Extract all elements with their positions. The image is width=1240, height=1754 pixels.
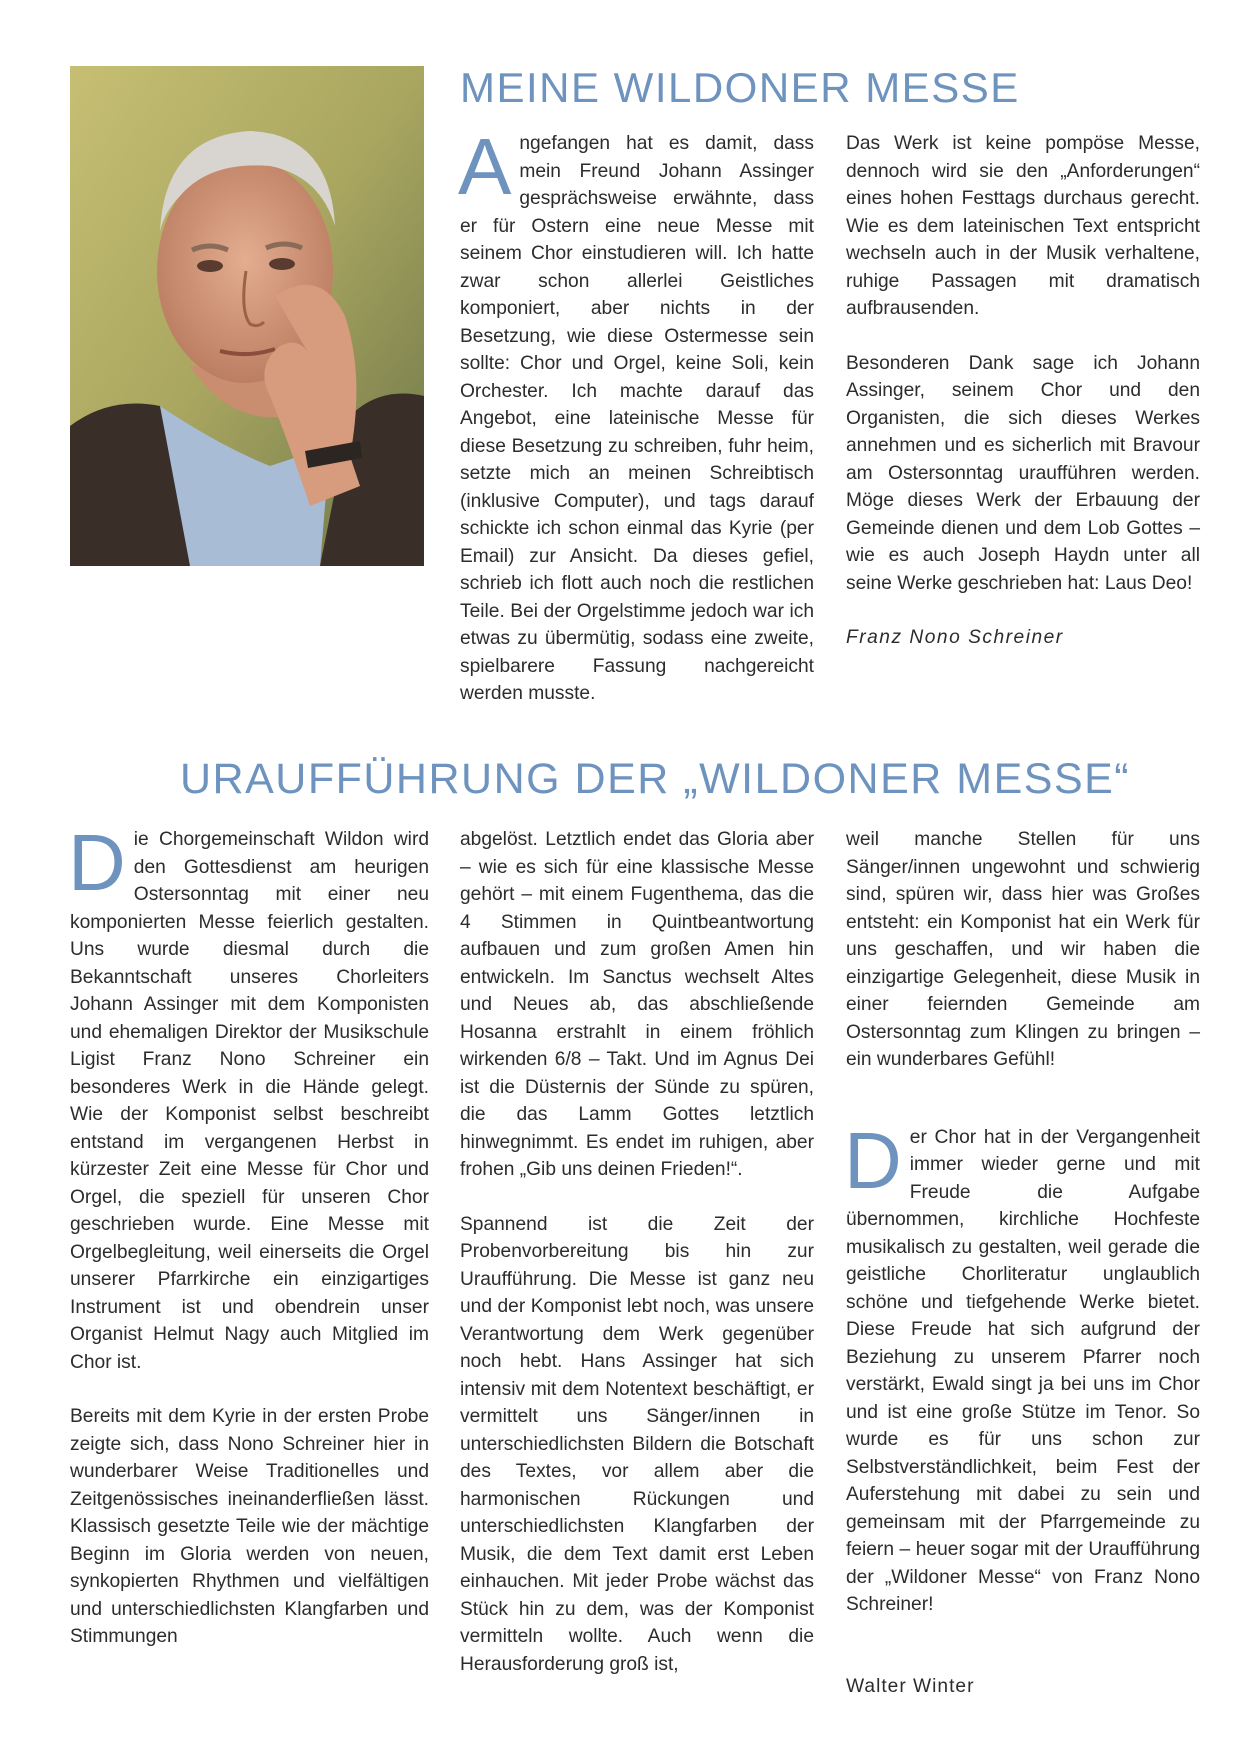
article2-author: Walter Winter	[846, 1675, 975, 1697]
article1-paragraph-3: Besonderen Dank sage ich Johann Assinger, seinem Chor und den Organisten, die sich dieses Werkes annehmen und es sicherlich mit Bravour am Ostersonntag uraufführen werden. Möge dieses Werk der Erbauung der Gemeinde dienen und dem Lob Gottes – wie es auch Joseph Haydn unter all seine Werke geschrieben hat: Laus Deo!	[846, 352, 1200, 594]
drop-cap: A	[458, 122, 512, 211]
article2-paragraph-5: weil manche Stellen für uns Sänger/innen ungewohnt und schwierig sind, spüren wir, dass hier was Großes entsteht: ein Komponist hat ein Werk für uns geschaffen, und wir haben die einzigartige Gelegenheit, diese Musik in einer feiernden Gemeinde am Ostersonntag zum Klingen zu bringen – ein wunderbares Gefühl!	[846, 829, 1200, 1070]
paragraph-text: ngefangen hat es damit, dass mein Freund Johann Assinger gesprächsweise erwähnte, dass er für Ostern eine neue Messe mit seinem Chor einstudieren will. Ich hatte zwar schon allerlei Geistliches komponiert, aber nichts in der Besetzung, wie diese Ostermesse sein sollte: Chor und Orgel, keine Soli, kein Orchester. Ich machte darauf das Angebot, eine lateinische Messe für diese Besetzung zu schreiben, fuhr heim, setzte mich an meinen Schreibtisch (inklusive Computer), und tags darauf schickte ich schon einmal das Kyrie (per Email) zur Ansicht. Da dieses gefiel, schrieb ich flott auch noch die restlichen Teile. Bei der Orgelstimme jedoch war ich etwas zu übermütig, sodass eine zweite, spielbarere Fassung nachgereicht werden musste.	[460, 133, 814, 704]
paragraph-text: ie Chorgemeinschaft Wildon wird den Gottesdienst am heurigen Ostersonntag mit einer neu komponierten Messe feierlich gestalten. Uns wurde diesmal durch die Bekanntschaft unseres Chorleiters Johann Assinger mit dem Komponisten und ehemaligen Direktor der Musikschule Ligist Franz Nono Schreiner ein besonderes Werk in die Hände gelegt. Wie der Komponist selbst beschreibt entstand im vergangenen Herbst in kürzester Zeit eine Messe für Chor und Orgel, die speziell für unseren Chor geschrieben wurde. Eine Messe mit Orgelbegleitung, weil einerseits die Orgel unserer Pfarrkirche ein einzigartiges Instrument ist und obendrein unser Organist Helmut Nagy auch Mitglied im Chor ist.	[70, 829, 429, 1373]
article2-column-2	[460, 826, 814, 1678]
article1-column-2	[846, 130, 1200, 652]
article-title-urauffuehrung: URAUFFÜHRUNG DER „WILDONER MESSE“	[180, 755, 1131, 803]
article-title-meine-wildoner-messe: MEINE WILDONER MESSE	[460, 64, 1020, 111]
article2-paragraph-4: Spannend ist die Zeit der Probenvorbereitung bis hin zur Uraufführung. Die Messe ist ganz neu und der Komponist lebt noch, was unsere Verantwortung dem Werk gegenüber noch hebt. Hans Assinger hat sich intensiv mit dem Notentext beschäftigt, er vermittelt uns Sänger/innen in unterschiedlichsten Bildern die Botschaft des Textes, vor allem aber die harmonischen Rückungen und unterschiedlichsten Klangfarben der Musik, die dem Text damit erst Leben einhauchen. Mit jeder Probe wächst das Stück hin zu dem, was der Komponist vermitteln wollte. Auch wenn die Herausforderung groß ist,	[460, 1213, 814, 1675]
article2-paragraph-2: Bereits mit dem Kyrie in der ersten Probe zeigte sich, dass Nono Schreiner hier in wunderbarer Weise Traditionelles und Zeitgenössisches ineinanderfließen lässt. Klassisch gesetzte Teile wie der mächtige Beginn im Gloria werden von neuen, synkopierten Rhythmen und vielfältigen und unterschiedlichsten Klangfarben und Stimmungen	[70, 1406, 429, 1647]
article2-column-3	[846, 826, 1200, 1700]
drop-cap: D	[844, 1115, 902, 1205]
article1-author: Franz Nono Schreiner	[846, 627, 1064, 648]
article2-paragraph-1	[68, 818, 429, 1376]
article1-paragraph-2: Das Werk ist keine pompöse Messe, dennoch wird sie den „Anforderungen“ eines hohen Festtags durchaus gerecht. Wie es dem lateinischen Text entspricht wechseln auch in der Musik verhaltene, ruhige Passagen mit dramatisch aufbrausenden.	[846, 133, 1200, 319]
article1-paragraph-1	[458, 122, 814, 708]
article2-column-1	[68, 818, 429, 1651]
article2-paragraph-6	[844, 1115, 1200, 1619]
composer-portrait-photo	[70, 66, 424, 566]
article1-column-1	[458, 122, 814, 708]
paragraph-text: er Chor hat in der Vergangenheit immer wieder gerne und mit Freude die Aufgabe übernommen, kirchliche Hochfeste musikalisch zu gestalten, weil gerade die geistliche Chorliteratur unglaublich schöne und tiefgehende Werke bietet. Diese Freude hat sich aufgrund der Beziehung zu unserem Pfarrer noch verstärkt, Ewald singt ja bei uns im Chor und ist eine große Stütze im Tenor. So wurde es für uns schon zur Selbstverständlichkeit, beim Fest der Auferstehung mit dabei zu sein und gemeinsam mit der Pfarrgemeinde zu feiern – heuer sogar mit der Uraufführung der „Wildoner Messe“ von Franz Nono Schreiner!	[846, 1126, 1200, 1615]
article2-paragraph-3: abgelöst. Letztlich endet das Gloria aber – wie es sich für eine klassische Messe gehört – mit einem Fugenthema, das die 4 Stimmen in Quintbeantwortung aufbauen und zum großen Amen hin entwickeln. Im Sanctus wechselt Altes und Neues ab, das abschließende Hosanna erstrahlt in einem fröhlich wirkenden 6/8 – Takt. Und im Agnus Dei ist die Düsternis der Sünde zu spüren, die das Lamm Gottes letztlich hinwegnimmt. Es endet im ruhigen, aber frohen „Gib uns deinen Frieden!“.	[460, 829, 814, 1180]
drop-cap: D	[68, 818, 126, 907]
